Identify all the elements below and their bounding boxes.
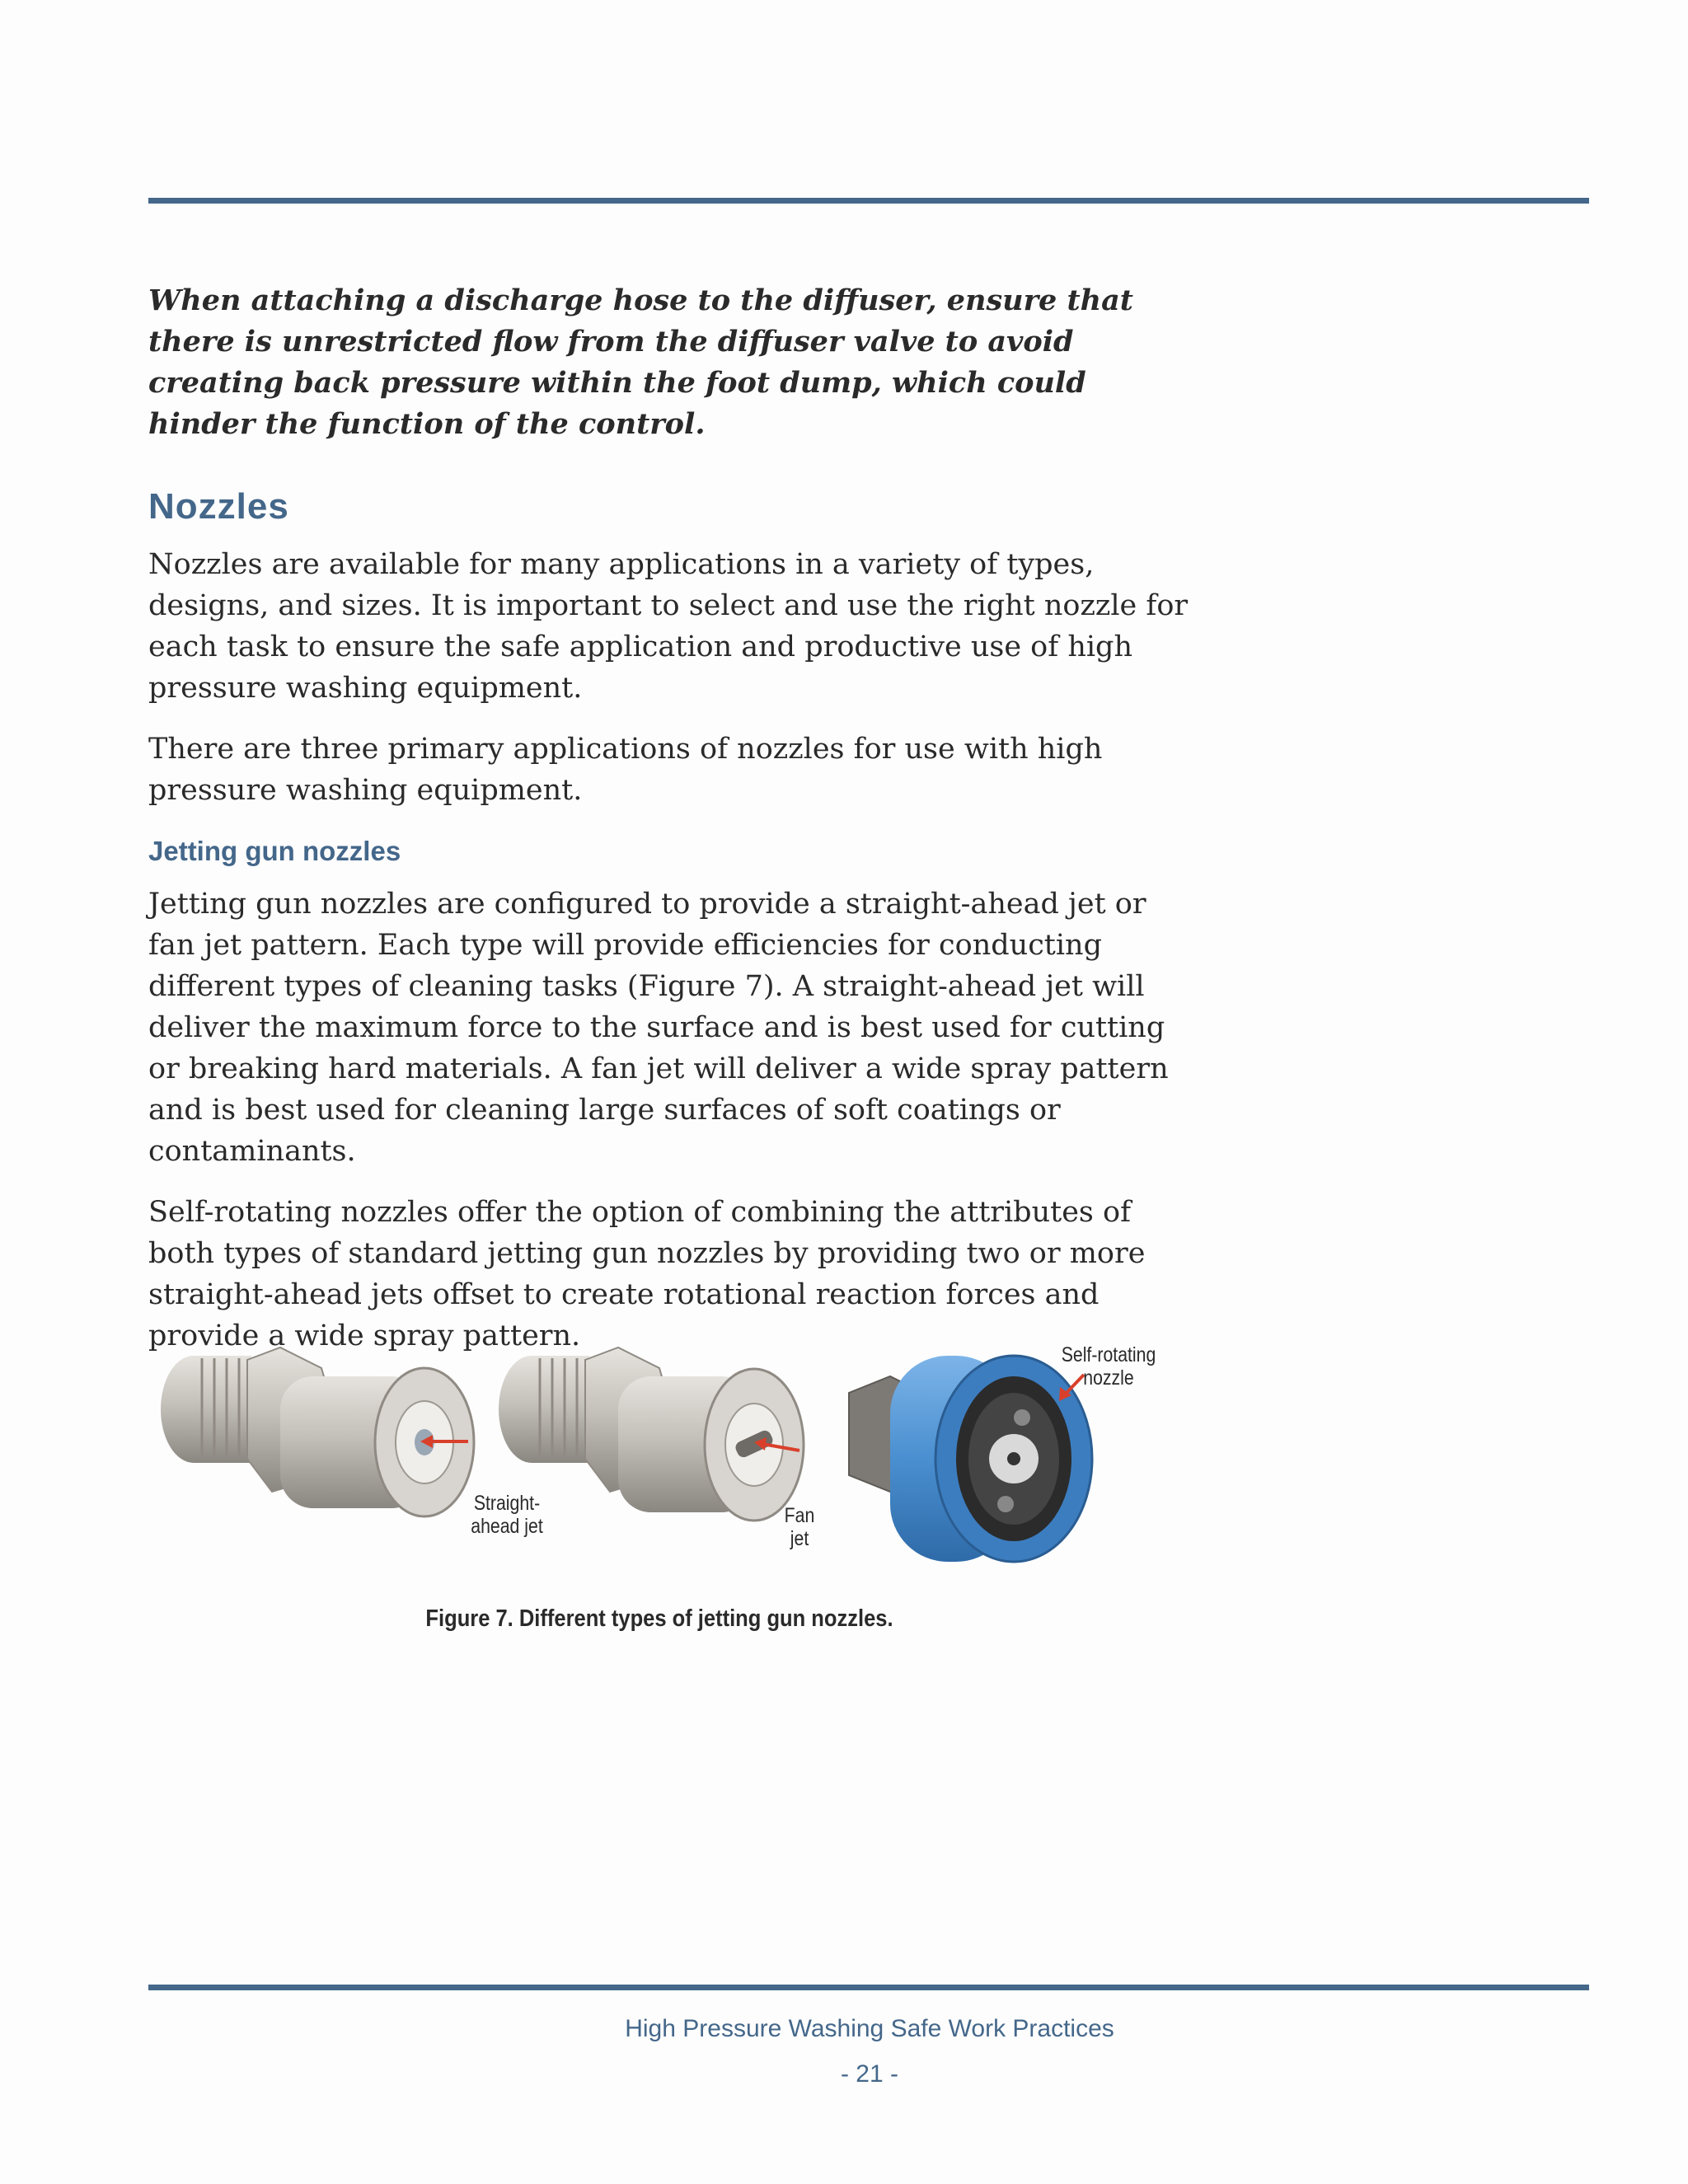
section-title: Nozzles: [148, 486, 289, 527]
paragraph: Self-rotating nozzles offer the option of combining the attributes of both types of standard jetting gun nozzles by providing two or more straight-ahead jets offset to create rotational reaction forces and provide a wide spray pattern.: [148, 1196, 1146, 1352]
main-content: [148, 280, 1195, 1376]
page-number: - 21 -: [840, 2060, 899, 2088]
subsection-title: Jetting gun nozzles: [148, 836, 401, 866]
paragraph: Jetting gun nozzles are configured to provide a straight-ahead jet or fan jet pattern. Each type will provide efficiencies for conducting different types of cleaning tasks (Figure 7). A straight-ahead jet will deliver the maximum force to the surface and is best used for cutting or breaking hard materials. A fan jet will deliver a wide spray pattern and is best used for cleaning large surfaces of soft coatings or contaminants.: [148, 888, 1169, 1168]
paragraph: There are three primary applications of nozzles for use with high pressure washing equipment.: [148, 733, 1103, 807]
bottom-divider: [148, 1985, 1589, 1990]
self-rotating-label: Self-rotating nozzle: [1061, 1343, 1156, 1390]
warning-note: When attaching a discharge hose to the diffuser, ensure that there is unrestricted flow from the diffuser valve to avoid creating back pressure within the foot dump, which could hinder the function of the control.: [148, 284, 1133, 441]
paragraph: Nozzles are available for many applications in a variety of types, designs, and sizes. It is important to select and use the right nozzle for each task to ensure the safe application and productive use of high pressure washing equipment.: [148, 548, 1189, 705]
footer-title: High Pressure Washing Safe Work Practices: [625, 2015, 1114, 2042]
figure-caption: Figure 7. Different types of jetting gun nozzles.: [425, 1605, 893, 1632]
nozzle-illustration: [148, 1335, 1170, 1615]
straight-ahead-label: Straight- ahead jet: [471, 1492, 543, 1538]
figure-7: [148, 1335, 1170, 1615]
straight-ahead-nozzle: [161, 1347, 474, 1516]
fan-jet-label: Fan jet: [784, 1504, 815, 1550]
top-divider: [148, 198, 1589, 204]
